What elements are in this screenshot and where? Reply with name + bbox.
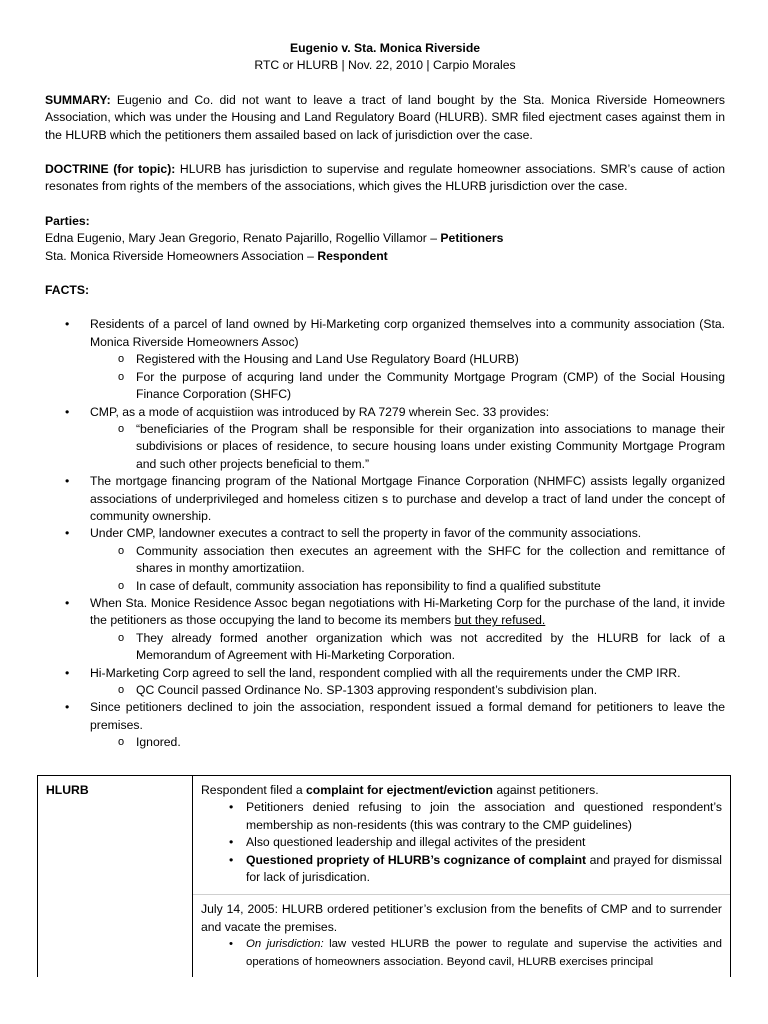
- sub-list: [90, 630, 725, 665]
- petitioners-line: [45, 230, 725, 247]
- refused-underlined: but they refused.: [454, 613, 546, 628]
- fact-text: CMP, as a mode of acquistiion was introduced by RA 7279 wherein Sec. 33 provides:: [90, 404, 550, 419]
- list-item: [45, 665, 725, 700]
- facts-list: [45, 316, 725, 751]
- list-item: o QC Council passed Ordinance No. SP-1303 approving respondent’s subdivision plan.: [90, 682, 725, 699]
- doctrine-label: DOCTRINE (for topic):: [45, 162, 176, 177]
- list-item: [45, 404, 725, 474]
- doctrine-text: HLURB has jurisdiction to supervise and regulate homeowner associations. SMR’s cause of action resonates from rights of the members of the associations, which gives the HLURB jurisdiction over the case.: [45, 162, 726, 194]
- intro-text-end: against petitioners.: [492, 783, 599, 797]
- row-label-cell: HLURB: [38, 776, 193, 978]
- fact-text: Since petitioners declined to join the association, respondent issued a formal demand for petitioners to leave the premises.: [90, 700, 725, 732]
- facts-label: FACTS:: [45, 283, 90, 298]
- row-content-cell: [193, 776, 731, 978]
- summary-text: Eugenio and Co. did not want to leave a tract of land bought by the Sta. Monica Riverside Homeowners Association, which was under the Housing and Land Regulatory Board (HLURB). SMR filed ejectment cases against them in the HLURB which the petitioners them assailed based on lack of jurisdiction over the case.: [45, 92, 725, 142]
- fact-text: Under CMP, landowner executes a contract to sell the property in favor of the community associations.: [90, 526, 642, 541]
- doctrine-paragraph: [45, 161, 725, 196]
- jurisdiction-points: [201, 936, 722, 971]
- case-digest-page: [45, 40, 725, 752]
- table-row: [38, 776, 731, 978]
- list-item: [201, 852, 722, 887]
- jurisdiction-label: On jurisdiction:: [246, 938, 324, 951]
- fact-text: Hi-Marketing Corp agreed to sell the land, respondent complied with all the requirements under the CMP IRR.: [90, 665, 681, 680]
- list-item: • Petitioners denied refusing to join the association and questioned respondent’s membership as non-residents (this was contrary to the CMP guidelines): [201, 799, 722, 834]
- fact-text: Residents of a parcel of land owned by Hi-Marketing corp organized themselves into a community association (Sta. Monica Riverside Homeowners Assoc): [90, 317, 725, 349]
- complaint-intro: [201, 782, 722, 799]
- respondent-name: Sta. Monica Riverside Homeowners Association –: [45, 248, 318, 263]
- intro-text: Respondent filed a: [201, 783, 307, 797]
- point-text: and prayed for dismissal for lack of jurisdication.: [246, 852, 722, 885]
- list-item: [45, 595, 725, 665]
- sub-list: [90, 543, 725, 595]
- sub-list: [90, 351, 725, 403]
- list-item: o “beneficiaries of the Program shall be responsible for their organization into associations to manage their subdivisions or places of residence, to secure housing loans under existing Community Mortgage Program and such other projects beneficial to them.”: [90, 421, 725, 473]
- jurisdiction-text: law vested HLURB the power to regulate and supervise the activities and operations of homeowners association. Beyond cavil, HLURB exercises principal: [246, 938, 723, 968]
- list-item: [201, 936, 722, 971]
- list-item: [45, 525, 725, 595]
- complaint-points: [201, 799, 722, 886]
- case-title: Eugenio v. Sta. Monica Riverside: [289, 41, 481, 55]
- list-item: o Ignored.: [90, 734, 725, 751]
- respondent-role: Respondent: [317, 248, 388, 263]
- sub-list: [90, 734, 725, 751]
- proceedings-table: [37, 775, 731, 977]
- list-item: o In case of default, community association has reponsibility to find a qualified substitute: [90, 578, 725, 595]
- petitioners-role: Petitioners: [440, 231, 504, 246]
- point-bold: Questioned propriety of HLURB’s cognizance of complaint: [246, 852, 587, 867]
- list-item: • The mortgage financing program of the National Mortgage Finance Corporation (NHMFC) assists legally organized associations of underprivileged and homeless citizen s to purchase and develop a tract of land under the concept of community ownership.: [45, 473, 725, 525]
- fact-text: When Sta. Monice Residence Assoc began negotiations with Hi-Marketing Corp for the purchase of the land, it invide the petitioners as those occupying the land to become its members: [90, 595, 725, 628]
- sub-list: [90, 682, 725, 699]
- respondent-line: [45, 248, 725, 265]
- list-item: o For the purpose of acquring land under the Community Mortgage Program (CMP) of the Social Housing Finance Corporation (SHFC): [90, 369, 725, 404]
- summary-paragraph: [45, 92, 725, 144]
- list-item: [45, 316, 725, 403]
- list-item: o Registered with the Housing and Land Use Regulatory Board (HLURB): [90, 351, 725, 368]
- sub-list: [90, 421, 725, 473]
- list-item: [45, 699, 725, 751]
- parties-label: Parties:: [45, 213, 90, 228]
- case-subtitle: RTC or HLURB | Nov. 22, 2010 | Carpio Morales: [254, 58, 516, 73]
- cell-divider: [193, 894, 730, 895]
- list-item: • Also questioned leadership and illegal activites of the president: [201, 834, 722, 851]
- list-item: o They already formed another organization which was not accredited by the HLURB for lack of a Memorandum of Agreement with Hi-Marketing Corporation.: [90, 630, 725, 665]
- summary-label: SUMMARY:: [45, 92, 111, 107]
- list-item: o Community association then executes an agreement with the SHFC for the collection and remittance of shares in monthy amortizatiion.: [90, 543, 725, 578]
- petitioners-names: Edna Eugenio, Mary Jean Gregorio, Renato Pajarillo, Rogellio Villamor –: [45, 231, 441, 246]
- intro-bold: complaint for ejectment/eviction: [306, 783, 493, 797]
- hlurb-order: July 14, 2005: HLURB ordered petitioner’s exclusion from the benefits of CMP and to surrender and vacate the premises.: [201, 902, 722, 934]
